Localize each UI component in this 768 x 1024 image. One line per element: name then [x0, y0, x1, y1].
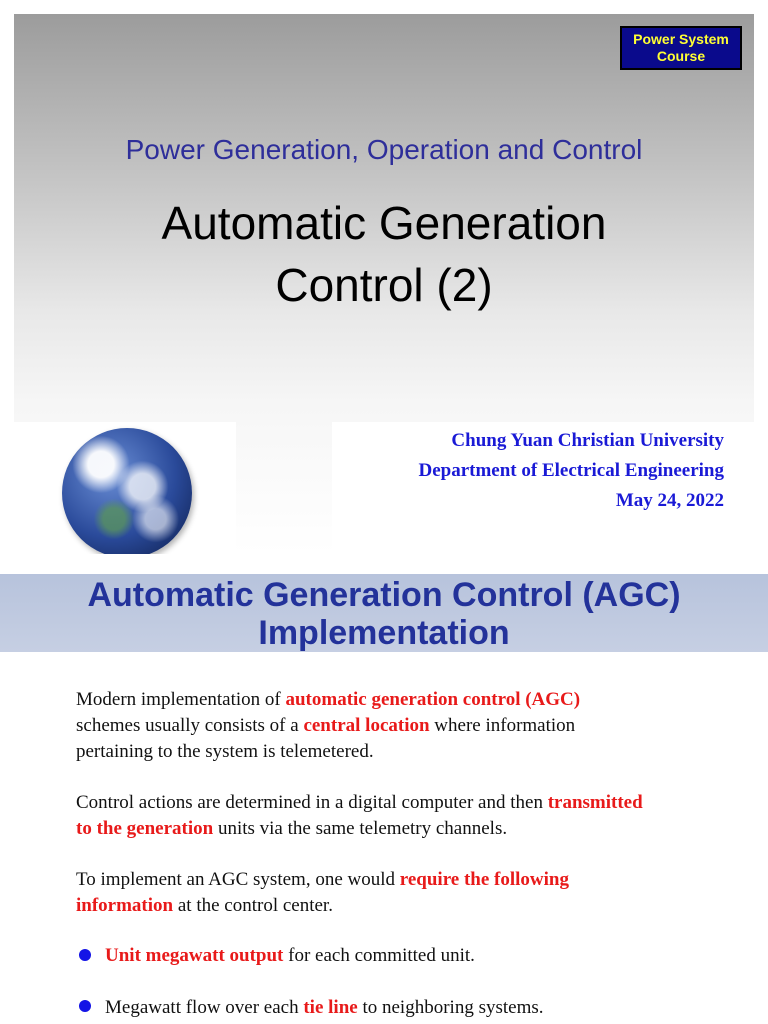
p3-highlight-1: require the following — [399, 869, 570, 890]
content-title-line-1: Automatic Generation Control (AGC) — [87, 576, 681, 614]
p1-text-4: pertaining to the system is telemetered. — [76, 741, 374, 762]
p1-text-3: where information — [429, 715, 576, 736]
p1-text-2: schemes usually consists of a — [76, 715, 304, 736]
presentation-date: May 24, 2022 — [615, 490, 724, 511]
p1-highlight-1: automatic generation control (AGC) — [285, 689, 581, 710]
paragraph-1 — [76, 687, 736, 765]
content-slide-title — [0, 576, 768, 652]
p2-highlight-1: transmitted — [547, 792, 643, 813]
affiliation-panel — [332, 422, 754, 554]
earth-globe-icon — [62, 428, 192, 554]
paragraph-2 — [76, 790, 736, 842]
paragraph-3 — [76, 867, 736, 919]
course-badge: Power System Course — [620, 26, 742, 70]
bullet-1-text: for each committed unit. — [283, 945, 475, 966]
p3-text-2: at the control center. — [173, 895, 333, 916]
slide-title — [14, 192, 754, 316]
p3-text-1: To implement an AGC system, one would — [76, 869, 400, 890]
p1-highlight-2: central location — [303, 715, 430, 736]
title-band — [0, 574, 768, 652]
globe-panel — [14, 422, 236, 554]
slide-subtitle: Power Generation, Operation and Control — [125, 134, 643, 165]
bullet-1-highlight: Unit megawatt output — [105, 945, 284, 966]
university-name: Chung Yuan Christian University — [451, 430, 724, 451]
bullet-item-2 — [76, 995, 756, 1021]
bullet-2-text-2: to neighboring systems. — [357, 997, 544, 1018]
bullet-2-text-1: Megawatt flow over each — [105, 997, 304, 1018]
content-slide — [0, 574, 768, 1024]
p2-highlight-2: to the generation — [76, 818, 214, 839]
slide-title-line-2: Control (2) — [275, 259, 493, 311]
department-name: Department of Electrical Engineering — [418, 460, 724, 481]
p2-text-1: Control actions are determined in a digital computer and then — [76, 792, 548, 813]
content-title-line-2: Implementation — [258, 614, 510, 652]
title-slide — [14, 14, 754, 554]
bullet-2-highlight: tie line — [303, 997, 358, 1018]
p1-text-1: Modern implementation of — [76, 689, 286, 710]
bullet-item-1 — [76, 943, 756, 969]
p2-text-2: units via the same telemetry channels. — [213, 818, 508, 839]
slide-title-line-1: Automatic Generation — [161, 197, 607, 249]
p3-highlight-2: information — [76, 895, 174, 916]
